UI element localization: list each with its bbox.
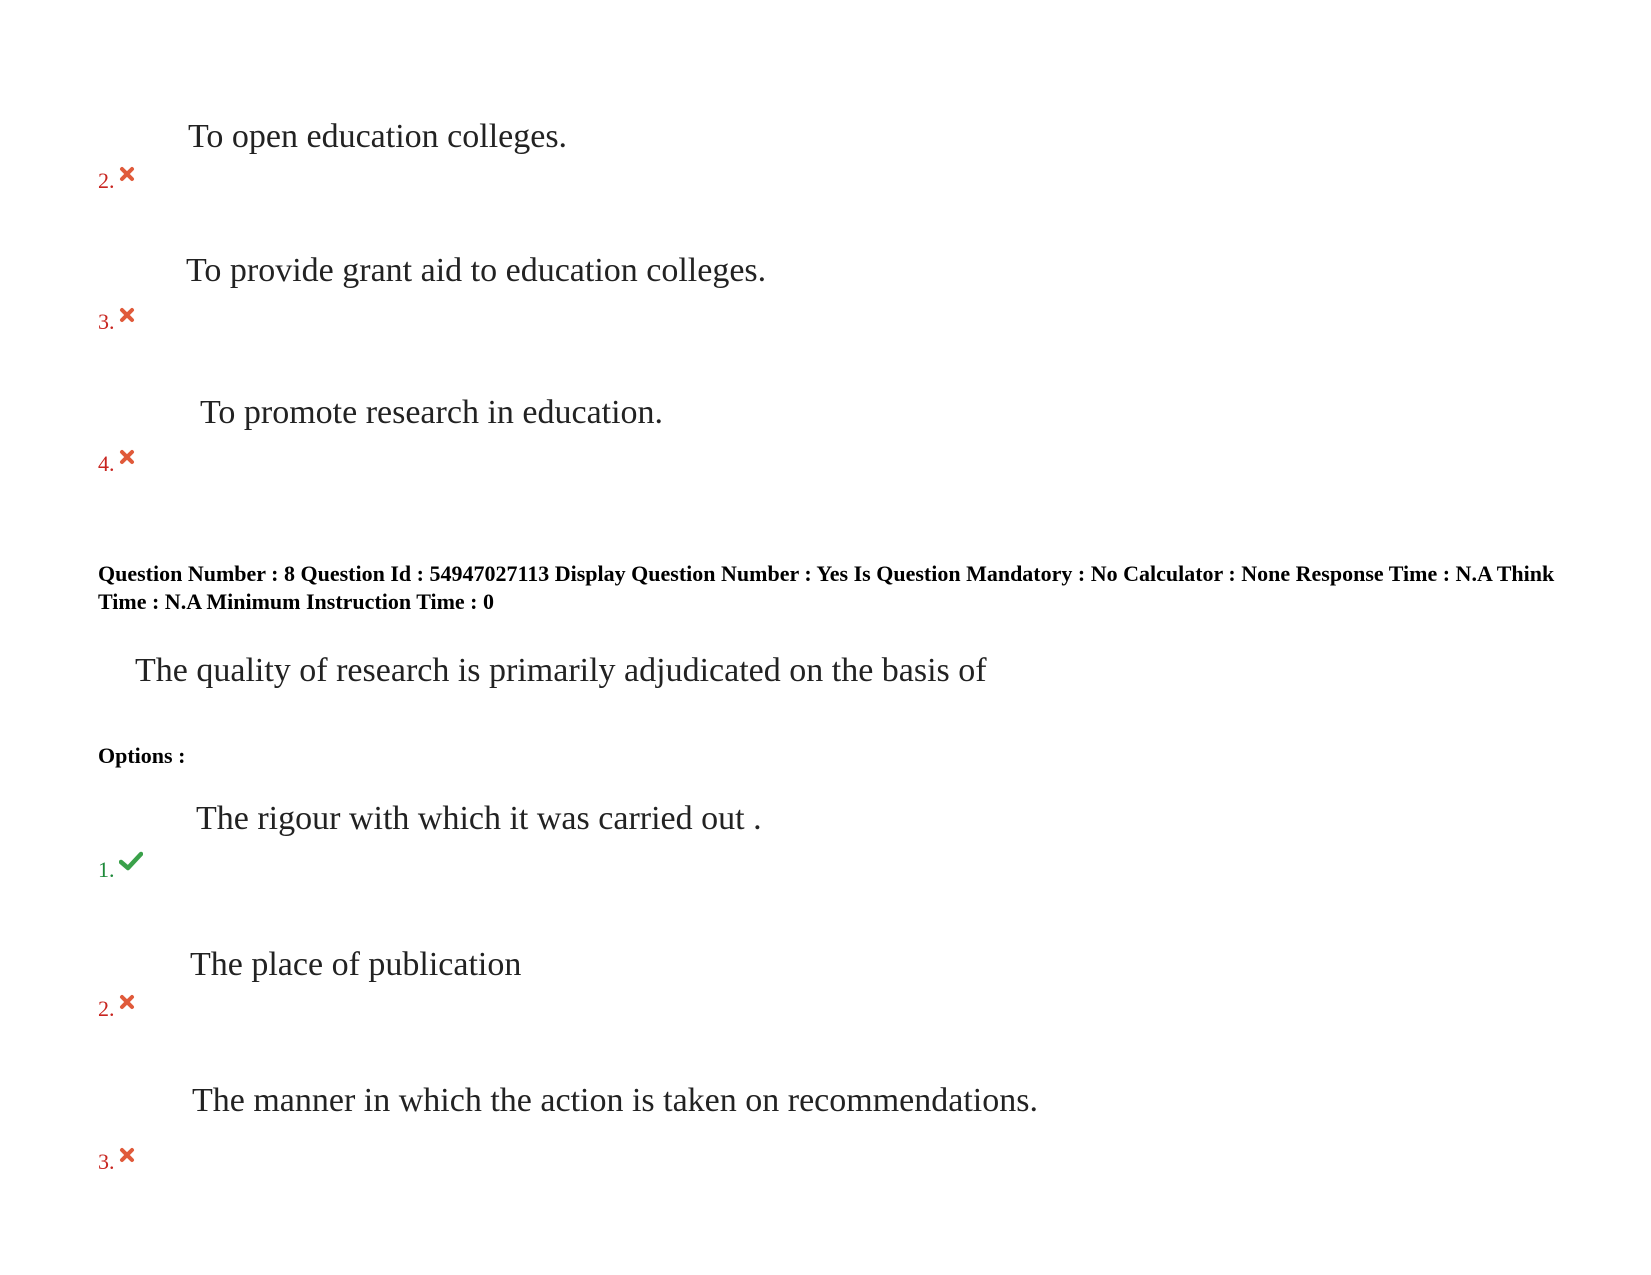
cross-icon xyxy=(119,162,135,188)
option-number: 3. xyxy=(98,1149,115,1174)
check-icon xyxy=(119,851,143,877)
option-number: 4. xyxy=(98,451,115,476)
option-marker xyxy=(98,1149,135,1177)
options-label: Options : xyxy=(98,743,186,768)
option-text: The place of publication xyxy=(190,946,522,983)
option-number: 2. xyxy=(98,996,115,1021)
option-marker xyxy=(98,168,135,196)
option-text: To provide grant aid to education colleges. xyxy=(186,252,767,289)
option-number: 2. xyxy=(98,168,115,193)
option-text: The rigour with which it was carried out . xyxy=(196,800,762,837)
option-marker xyxy=(98,857,143,885)
option-marker xyxy=(98,996,135,1024)
option-marker xyxy=(98,309,135,337)
option-marker xyxy=(98,451,135,479)
option-number: 1. xyxy=(98,857,115,882)
question-text: The quality of research is primarily adjudicated on the basis of xyxy=(135,652,987,689)
option-text: To promote research in education. xyxy=(200,394,664,431)
cross-icon xyxy=(119,445,135,471)
cross-icon xyxy=(119,990,135,1016)
cross-icon xyxy=(119,303,135,329)
question-meta: Question Number : 8 Question Id : 54947027113 Display Question Number : Yes Is Question Mandatory : No Calculator : None Response Time : N.A Think Time : N.A Minimum Instruction Time : 0 xyxy=(98,561,1555,614)
cross-icon xyxy=(119,1143,135,1169)
option-text: The manner in which the action is taken on recommendations. xyxy=(192,1082,1038,1119)
option-text: To open education colleges. xyxy=(188,118,568,155)
option-number: 3. xyxy=(98,309,115,334)
